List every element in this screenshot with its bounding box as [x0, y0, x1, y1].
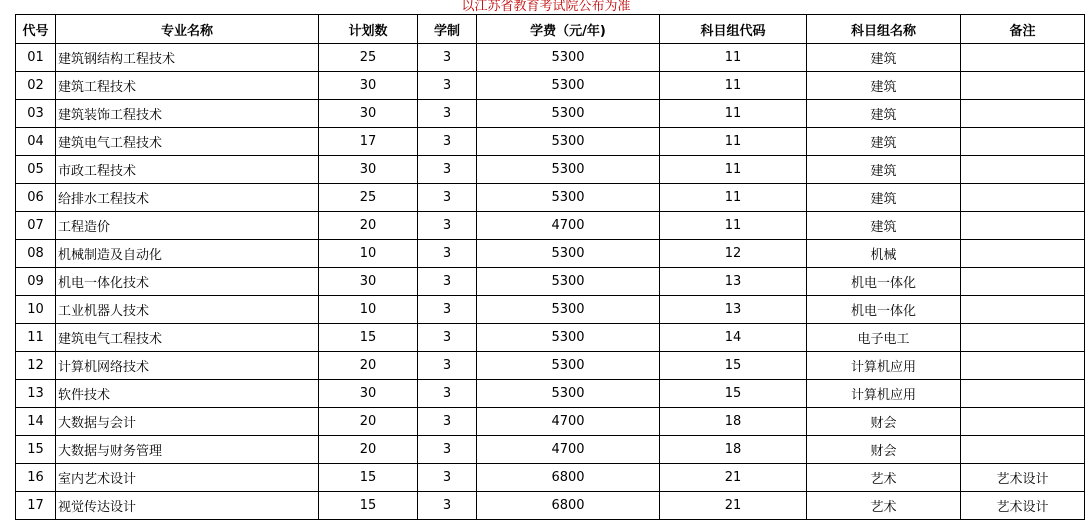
tuition-cell: 4700	[477, 212, 660, 240]
header-subject-group-code: 科目组代码	[660, 15, 807, 44]
major-name-cell: 计算机网络技术	[56, 352, 319, 380]
tuition-cell: 5300	[477, 352, 660, 380]
subject-group-code-cell: 13	[660, 296, 807, 324]
header-subject-group-name: 科目组名称	[807, 15, 961, 44]
subject-group-code-cell: 18	[660, 408, 807, 436]
subject-group-code-cell: 14	[660, 324, 807, 352]
table-row	[16, 324, 1085, 352]
subject-group-code-cell: 15	[660, 380, 807, 408]
table-row	[16, 212, 1085, 240]
table-row	[16, 128, 1085, 156]
code-cell: 13	[16, 380, 56, 408]
tuition-cell: 6800	[477, 464, 660, 492]
plan-count-cell: 15	[319, 492, 418, 520]
plan-count-cell: 17	[319, 128, 418, 156]
table-body	[16, 44, 1085, 520]
tuition-cell: 5300	[477, 324, 660, 352]
plan-count-cell: 25	[319, 44, 418, 72]
table-row	[16, 380, 1085, 408]
subject-group-name-cell: 建筑	[807, 72, 961, 100]
code-cell: 12	[16, 352, 56, 380]
plan-count-cell: 10	[319, 240, 418, 268]
plan-count-cell: 20	[319, 212, 418, 240]
tuition-cell: 6800	[477, 492, 660, 520]
tuition-cell: 5300	[477, 296, 660, 324]
table-row	[16, 296, 1085, 324]
code-cell: 06	[16, 184, 56, 212]
plan-count-cell: 30	[319, 268, 418, 296]
remarks-cell	[961, 352, 1085, 380]
code-cell: 05	[16, 156, 56, 184]
subject-group-code-cell: 18	[660, 436, 807, 464]
table-row	[16, 492, 1085, 520]
code-cell: 15	[16, 436, 56, 464]
major-name-cell: 建筑钢结构工程技术	[56, 44, 319, 72]
duration-cell: 3	[418, 156, 477, 184]
duration-cell: 3	[418, 72, 477, 100]
plan-count-cell: 20	[319, 352, 418, 380]
major-name-cell: 室内艺术设计	[56, 464, 319, 492]
subject-group-name-cell: 建筑	[807, 212, 961, 240]
code-cell: 04	[16, 128, 56, 156]
plan-count-cell: 15	[319, 464, 418, 492]
plan-count-cell: 25	[319, 184, 418, 212]
duration-cell: 3	[418, 184, 477, 212]
major-name-cell: 建筑装饰工程技术	[56, 100, 319, 128]
duration-cell: 3	[418, 436, 477, 464]
enrollment-plan-table	[15, 14, 1085, 520]
table-row	[16, 184, 1085, 212]
table-row	[16, 156, 1085, 184]
header-remarks: 备注	[961, 15, 1085, 44]
subject-group-code-cell: 12	[660, 240, 807, 268]
plan-count-cell: 20	[319, 436, 418, 464]
subject-group-code-cell: 11	[660, 100, 807, 128]
subject-group-code-cell: 11	[660, 128, 807, 156]
subject-group-code-cell: 21	[660, 492, 807, 520]
duration-cell: 3	[418, 324, 477, 352]
duration-cell: 3	[418, 212, 477, 240]
subject-group-code-cell: 11	[660, 72, 807, 100]
subject-group-name-cell: 建筑	[807, 156, 961, 184]
subject-group-name-cell: 电子电工	[807, 324, 961, 352]
duration-cell: 3	[418, 268, 477, 296]
tuition-cell: 5300	[477, 184, 660, 212]
subject-group-name-cell: 计算机应用	[807, 352, 961, 380]
header-duration: 学制	[418, 15, 477, 44]
tuition-cell: 5300	[477, 44, 660, 72]
major-name-cell: 软件技术	[56, 380, 319, 408]
duration-cell: 3	[418, 128, 477, 156]
subject-group-name-cell: 计算机应用	[807, 380, 961, 408]
table-row	[16, 100, 1085, 128]
subject-group-name-cell: 财会	[807, 436, 961, 464]
code-cell: 01	[16, 44, 56, 72]
plan-count-cell: 15	[319, 324, 418, 352]
subject-group-code-cell: 11	[660, 44, 807, 72]
major-name-cell: 建筑电气工程技术	[56, 324, 319, 352]
notice-text: 以江苏省教育考试院公布为准	[461, 0, 631, 14]
code-cell: 02	[16, 72, 56, 100]
remarks-cell: 艺术设计	[961, 464, 1085, 492]
code-cell: 16	[16, 464, 56, 492]
remarks-cell	[961, 296, 1085, 324]
plan-count-cell: 30	[319, 72, 418, 100]
subject-group-name-cell: 机电一体化	[807, 268, 961, 296]
major-name-cell: 建筑电气工程技术	[56, 128, 319, 156]
subject-group-code-cell: 13	[660, 268, 807, 296]
code-cell: 14	[16, 408, 56, 436]
duration-cell: 3	[418, 240, 477, 268]
table-row	[16, 436, 1085, 464]
major-name-cell: 工业机器人技术	[56, 296, 319, 324]
remarks-cell	[961, 408, 1085, 436]
subject-group-name-cell: 建筑	[807, 128, 961, 156]
table-row	[16, 352, 1085, 380]
code-cell: 17	[16, 492, 56, 520]
tuition-cell: 4700	[477, 408, 660, 436]
header-code: 代号	[16, 15, 56, 44]
code-cell: 08	[16, 240, 56, 268]
table-row	[16, 72, 1085, 100]
code-cell: 03	[16, 100, 56, 128]
tuition-cell: 5300	[477, 100, 660, 128]
subject-group-code-cell: 15	[660, 352, 807, 380]
header-major-name: 专业名称	[56, 15, 319, 44]
major-name-cell: 工程造价	[56, 212, 319, 240]
subject-group-code-cell: 21	[660, 464, 807, 492]
code-cell: 07	[16, 212, 56, 240]
subject-group-code-cell: 11	[660, 184, 807, 212]
tuition-cell: 5300	[477, 128, 660, 156]
plan-count-cell: 10	[319, 296, 418, 324]
code-cell: 11	[16, 324, 56, 352]
plan-count-cell: 30	[319, 156, 418, 184]
remarks-cell	[961, 100, 1085, 128]
plan-count-cell: 30	[319, 380, 418, 408]
subject-group-name-cell: 艺术	[807, 492, 961, 520]
duration-cell: 3	[418, 352, 477, 380]
table-row	[16, 464, 1085, 492]
duration-cell: 3	[418, 492, 477, 520]
tuition-cell: 5300	[477, 72, 660, 100]
remarks-cell	[961, 128, 1085, 156]
plan-count-cell: 30	[319, 100, 418, 128]
subject-group-name-cell: 建筑	[807, 184, 961, 212]
subject-group-name-cell: 财会	[807, 408, 961, 436]
table-row	[16, 44, 1085, 72]
tuition-cell: 5300	[477, 156, 660, 184]
table-row	[16, 408, 1085, 436]
subject-group-code-cell: 11	[660, 156, 807, 184]
remarks-cell	[961, 156, 1085, 184]
duration-cell: 3	[418, 100, 477, 128]
major-name-cell: 建筑工程技术	[56, 72, 319, 100]
header-tuition: 学费（元/年)	[477, 15, 660, 44]
remarks-cell	[961, 44, 1085, 72]
tuition-cell: 4700	[477, 436, 660, 464]
remarks-cell	[961, 268, 1085, 296]
duration-cell: 3	[418, 464, 477, 492]
remarks-cell	[961, 212, 1085, 240]
subject-group-name-cell: 建筑	[807, 100, 961, 128]
header-row	[16, 15, 1085, 44]
remarks-cell	[961, 436, 1085, 464]
header-plan-count: 计划数	[319, 15, 418, 44]
tuition-cell: 5300	[477, 240, 660, 268]
remarks-cell: 艺术设计	[961, 492, 1085, 520]
major-name-cell: 大数据与财务管理	[56, 436, 319, 464]
major-name-cell: 机械制造及自动化	[56, 240, 319, 268]
major-name-cell: 大数据与会计	[56, 408, 319, 436]
tuition-cell: 5300	[477, 380, 660, 408]
plan-count-cell: 20	[319, 408, 418, 436]
duration-cell: 3	[418, 380, 477, 408]
subject-group-name-cell: 机电一体化	[807, 296, 961, 324]
subject-group-name-cell: 艺术	[807, 464, 961, 492]
major-name-cell: 给排水工程技术	[56, 184, 319, 212]
subject-group-name-cell: 建筑	[807, 44, 961, 72]
table-row	[16, 268, 1085, 296]
remarks-cell	[961, 72, 1085, 100]
table-row	[16, 240, 1085, 268]
code-cell: 10	[16, 296, 56, 324]
major-name-cell: 机电一体化技术	[56, 268, 319, 296]
code-cell: 09	[16, 268, 56, 296]
duration-cell: 3	[418, 44, 477, 72]
major-name-cell: 市政工程技术	[56, 156, 319, 184]
subject-group-name-cell: 机械	[807, 240, 961, 268]
major-name-cell: 视觉传达设计	[56, 492, 319, 520]
remarks-cell	[961, 184, 1085, 212]
remarks-cell	[961, 324, 1085, 352]
duration-cell: 3	[418, 296, 477, 324]
remarks-cell	[961, 380, 1085, 408]
subject-group-code-cell: 11	[660, 212, 807, 240]
tuition-cell: 5300	[477, 268, 660, 296]
duration-cell: 3	[418, 408, 477, 436]
remarks-cell	[961, 240, 1085, 268]
